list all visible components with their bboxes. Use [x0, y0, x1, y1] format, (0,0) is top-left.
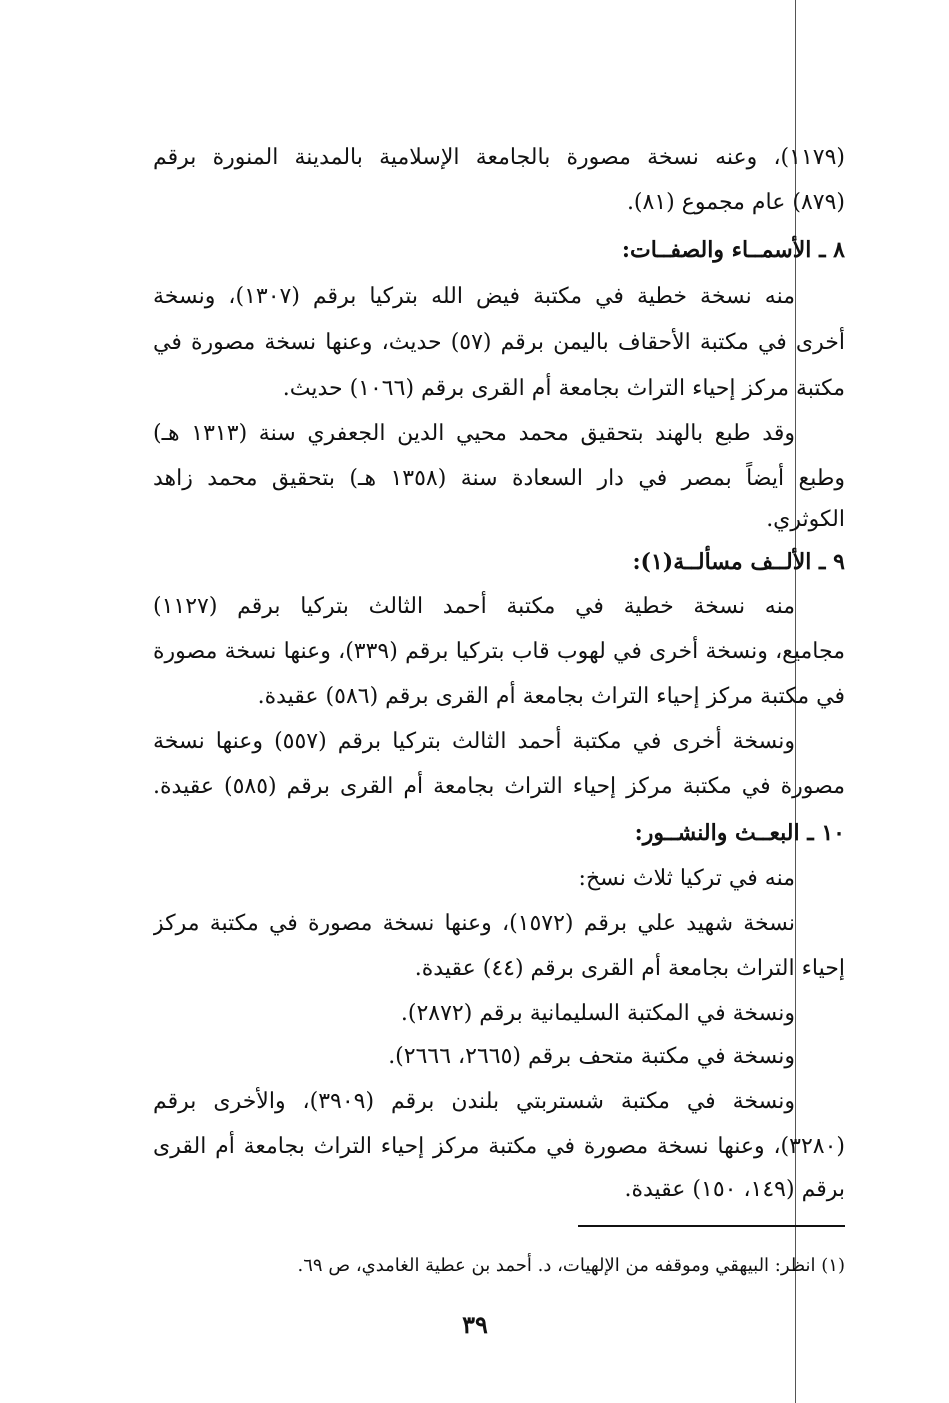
text-line: برقم (١٤٩، ١٥٠) عقيدة. — [624, 1177, 845, 1202]
text-line: أخرى في مكتبة الأحقاف باليمن برقم (٥٧) حديث، وعنها نسخة مصورة في — [153, 330, 845, 355]
page-number: ٣٩ — [462, 1310, 488, 1339]
section-heading-baath-nushur: ١٠ ـ البعــث والنشــور: — [634, 820, 845, 846]
text-line: في مكتبة مركز إحياء التراث بجامعة أم القرى برقم (٥٨٦) عقيدة. — [257, 684, 845, 709]
text-line: الكوثري. — [766, 507, 845, 532]
text-line: مجاميع، ونسخة أخرى في لهوب قاب بتركيا برقم (٣٣٩)، وعنها نسخة مصورة — [153, 639, 845, 664]
text-line: وقد طبع بالهند بتحقيق محمد محيي الدين الجعفري سنة (١٣١٣ هـ) — [153, 421, 795, 446]
text-line: (٨٧٩) عام مجموع (٨١). — [626, 190, 845, 215]
section-heading-asma-sifat: ٨ ـ الأسمــاء والصفــات: — [621, 237, 845, 263]
text-line: منه في تركيا ثلاث نسخ: — [578, 866, 795, 891]
text-line: ونسخة في مكتبة شستربتي بلندن برقم (٣٩٠٩)، والأخرى برقم — [153, 1089, 795, 1114]
text-line: منه نسخة خطية في مكتبة فيض الله بتركيا برقم (١٣٠٧)، ونسخة — [153, 284, 796, 309]
text-line: ونسخة في المكتبة السليمانية برقم (٢٨٧٢). — [400, 1001, 795, 1026]
text-line: إحياء التراث بجامعة أم القرى برقم (٤٤) عقيدة. — [414, 956, 845, 981]
text-line: ونسخة في مكتبة متحف برقم (٢٦٦٥، ٢٦٦٦). — [388, 1044, 795, 1069]
text-line: وطبع أيضاً بمصر في دار السعادة سنة (١٣٥٨ هـ) بتحقيق محمد زاهد — [153, 466, 845, 491]
text-line: ونسخة أخرى في مكتبة أحمد الثالث بتركيا برقم (٥٥٧) وعنها نسخة — [153, 729, 795, 754]
text-line: مصورة في مكتبة مركز إحياء التراث بجامعة أم القرى برقم (٥٨٥) عقيدة. — [153, 774, 845, 799]
section-heading-alf-masala: ٩ ـ الألــف مسألــة(١): — [632, 549, 845, 575]
text-line: منه نسخة خطية في مكتبة أحمد الثالث بتركيا برقم (١١٢٧) — [153, 594, 795, 619]
footnote: (١) انظر: البيهقي وموقفه من الإلهيات، د. أحمد بن عطية الغامدي، ص ٦٩. — [297, 1255, 845, 1276]
text-line: نسخة شهيد علي برقم (١٥٧٢)، وعنها نسخة مصورة في مكتبة مركز — [153, 911, 795, 936]
text-line: (١١٧٩)، وعنه نسخة مصورة بالجامعة الإسلامية بالمدينة المنورة برقم — [153, 145, 845, 170]
text-line: مكتبة مركز إحياء التراث بجامعة أم القرى برقم (١٠٦٦) حديث. — [282, 376, 845, 401]
text-line: (٣٢٨٠)، وعنها نسخة مصورة في مكتبة مركز إحياء التراث بجامعة أم القرى — [153, 1134, 845, 1159]
footnote-separator — [578, 1225, 845, 1227]
